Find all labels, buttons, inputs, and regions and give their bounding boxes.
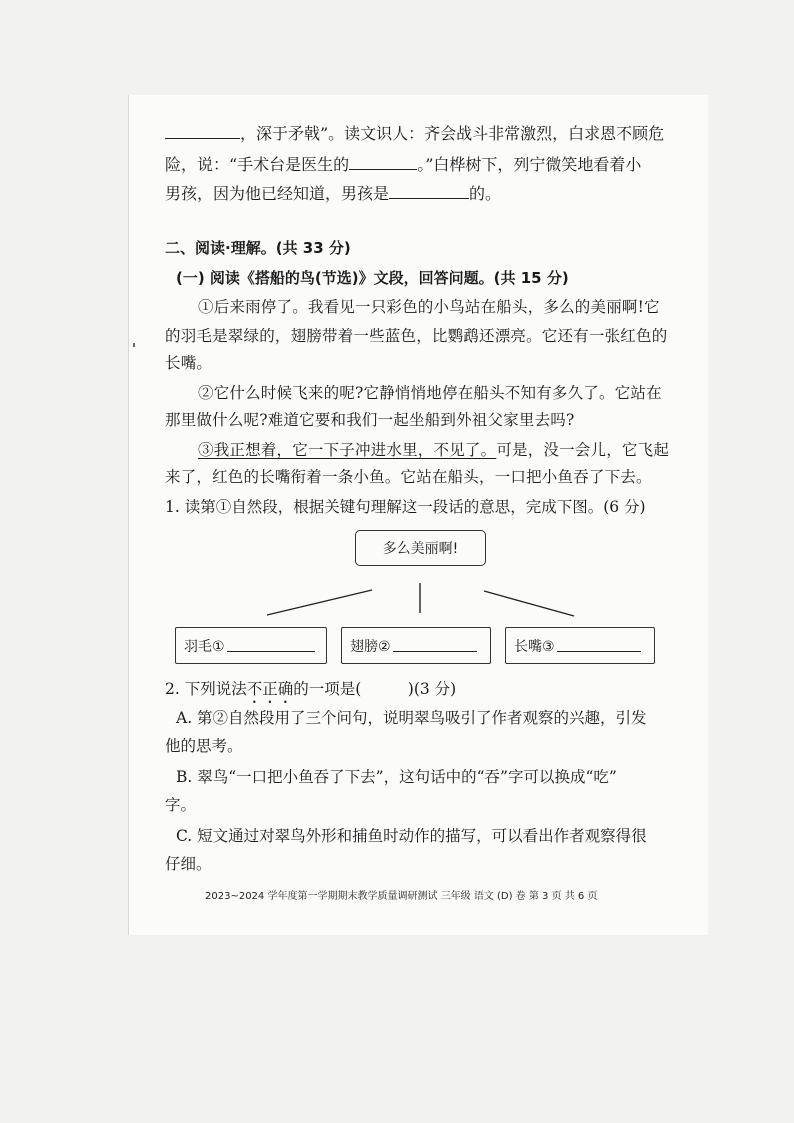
option-b-line1: B. 翠鸟“一口把小鱼吞了下去”，这句话中的“吞”字可以换成“吃” — [176, 768, 617, 786]
diagram-box-wing: 翅膀② — [341, 627, 491, 664]
underlined-sentence: ③我正想着，它一下子冲进水里，不见了。 — [198, 441, 497, 459]
option-a-line1: A. 第②自然段用了三个问句，说明翠鸟吸引了作者观察的兴趣，引发 — [176, 709, 647, 727]
diagram-box-feather: 羽毛① — [175, 627, 327, 664]
answer-blank[interactable] — [227, 639, 315, 652]
emphasized-words: 不正确 — [246, 680, 294, 698]
subsection-heading: (一) 阅读《搭船的鸟(节选)》文段，回答问题。(共 15 分) — [176, 269, 569, 287]
section-heading: 二、阅读·理解。(共 33 分) — [165, 239, 351, 257]
option-c-line1: C. 短文通过对翠鸟外形和捕鱼时动作的描写，可以看出作者观察得很 — [176, 827, 647, 845]
diagram-box-beak: 长嘴③ — [505, 627, 655, 664]
answer-blank[interactable] — [557, 639, 641, 652]
intro-line-2: 险，说：“手术台是医生的 。”白桦树下，列宁微笑地看着小 — [165, 155, 642, 174]
passage-p1-line3: 长嘴。 — [165, 354, 213, 372]
answer-blank[interactable] — [393, 639, 477, 652]
passage-p2-line2: 那里做什么呢?难道它要和我们一起坐船到外祖父家里去吗? — [165, 411, 575, 429]
question-2: 2. 下列说法不正确的一项是( )(3 分) — [165, 680, 457, 698]
intro-line-1: ，深于矛戟”。读文识人：齐会战斗非常激烈，白求恩不顾危 — [165, 124, 705, 144]
question-1: 1. 读第①自然段，根据关键句理解这一段话的意思，完成下图。(6 分) — [165, 498, 646, 516]
option-c-line2: 仔细。 — [165, 855, 212, 873]
option-b-line2: 字。 — [165, 796, 197, 814]
passage-p1-line1: ①后来雨停了。我看见一只彩色的小鸟站在船头，多么的美丽啊!它 — [198, 298, 660, 316]
passage-p3-line1: ③我正想着，它一下子冲进水里，不见了。可是，没一会儿，它飞起 — [198, 441, 670, 459]
option-a-line2: 他的思考。 — [165, 737, 243, 755]
passage-p3-line2: 来了，红色的长嘴衔着一条小鱼。它站在船头，一口把小鱼吞了下去。 — [165, 468, 652, 486]
page-footer: 2023~2024 学年度第一学期期末教学质量调研测试 三年级 语文 (D) 卷 第 3 页 共 6 页 — [205, 891, 598, 902]
intro-line-3: 男孩，因为他已经知道，男孩是 的。 — [165, 184, 502, 203]
passage-p2-line1: ②它什么时候飞来的呢?它静悄悄地停在船头不知有多久了。它站在 — [198, 384, 662, 402]
passage-p1-line2: 的羽毛是翠绿的，翅膀带着一些蓝色，比鹦鹉还漂亮。它还有一张红色的 — [165, 327, 668, 345]
diagram-top-box: 多么美丽啊! — [355, 530, 486, 566]
